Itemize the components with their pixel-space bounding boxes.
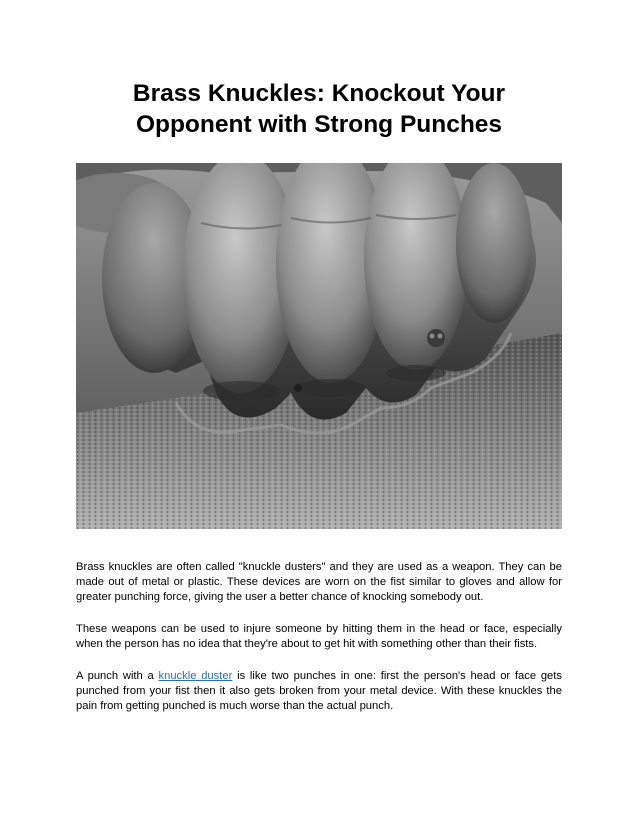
page-title: Brass Knuckles: Knockout Your Opponent with Strong Punches xyxy=(132,80,506,138)
paragraph-1: Brass knuckles are often called "knuckle dusters" and they are used as a weapon. They can be made out of metal or plastic. These devices are worn on the fist similar to gloves and allow for greater punching force, giving the user a better chance of knocking somebody out. xyxy=(76,561,562,603)
article-body xyxy=(76,560,562,731)
paragraph-3 xyxy=(76,669,562,714)
paragraph-3-end: is like two punches in one: first the person's head or face gets punched from your fist then it also gets broken from your metal device. With these knuckles the pain from getting punched is much worse than the actual punch. xyxy=(76,670,562,712)
paragraph-2: These weapons can be used to injure someone by hitting them in the head or face, especially when the person has no idea that they're about to get hit with something other than their fists. xyxy=(76,623,562,650)
brass-knuckles-photo xyxy=(76,163,562,529)
knuckle-duster-link[interactable]: knuckle duster xyxy=(158,670,233,682)
paragraph-3-start: A punch with a xyxy=(76,670,159,682)
